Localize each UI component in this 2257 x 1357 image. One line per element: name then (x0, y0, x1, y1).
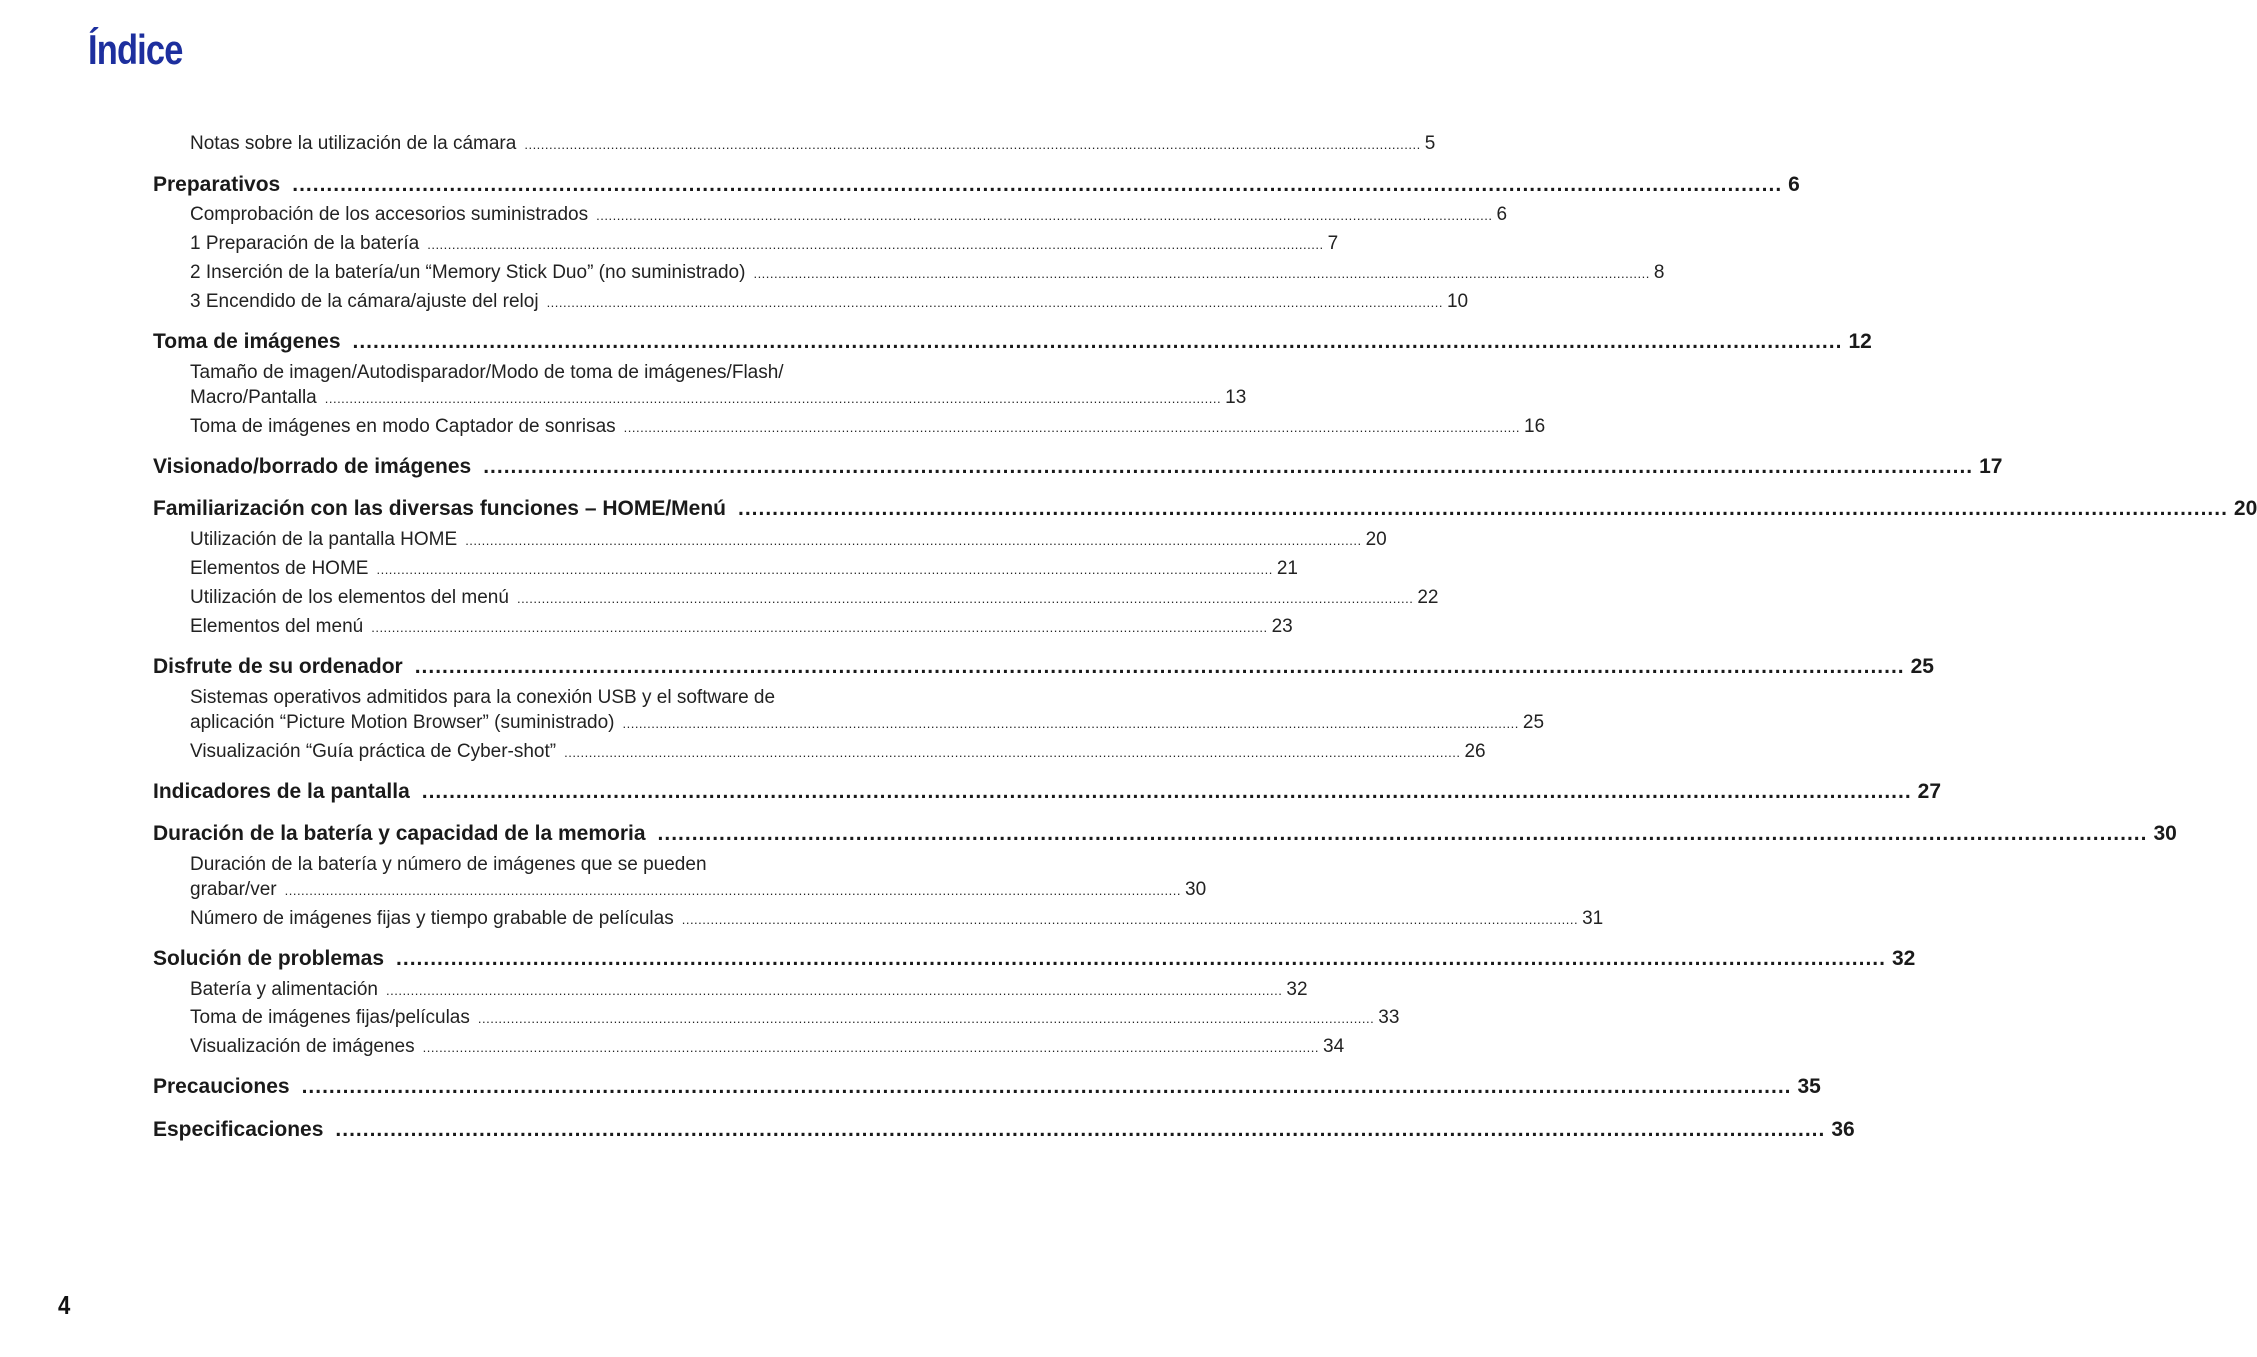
toc-section[interactable] (153, 453, 2003, 481)
toc-entry-text: Toma de imágenes fijas/películas (190, 1007, 470, 1028)
toc-entry-text: 1 Preparación de la batería (190, 233, 420, 254)
dot-leader: .......................................................................................................................................................................................................................... (386, 983, 1283, 998)
toc-section[interactable] (153, 171, 1800, 199)
dot-leader: .......................................................................................................................................................................................................................... (738, 497, 2228, 520)
toc-page-number: 22 (1417, 587, 1439, 608)
dot-leader: .......................................................................................................................................................................................................................... (483, 455, 1974, 478)
dot-leader: .......................................................................................................................................................................................................................... (753, 266, 1650, 281)
dot-leader: .......................................................................................................................................................................................................................... (622, 716, 1519, 731)
toc-section[interactable] (153, 1073, 1821, 1101)
toc-subentry[interactable] (190, 131, 1436, 157)
dot-leader: .......................................................................................................................................................................................................................... (324, 391, 1222, 406)
dot-leader: .......................................................................................................................................................................................................................... (596, 208, 1493, 223)
toc-subentry-line[interactable]: Tamaño de imagen/Autodisparador/Modo de toma de imágenes/Flash/ (190, 362, 784, 383)
dot-leader: .......................................................................................................................................................................................................................... (422, 1040, 1320, 1055)
toc-subentry[interactable] (190, 385, 1247, 411)
toc-subentry[interactable] (190, 202, 1508, 228)
toc-section-title: Toma de imágenes (153, 330, 341, 353)
toc-page-number: 32 (1286, 979, 1308, 1000)
toc-subentry[interactable] (190, 977, 1308, 1003)
toc-entry-text: Macro/Pantalla (190, 387, 317, 408)
toc-page-number: 13 (1225, 387, 1247, 408)
toc-page-number: 16 (1524, 416, 1546, 437)
dot-leader: .......................................................................................................................................................................................................................... (524, 137, 1421, 152)
toc-page-number: 20 (2233, 497, 2257, 520)
toc-subentry[interactable] (190, 710, 1545, 736)
toc-section[interactable] (153, 653, 1934, 681)
toc-page-number: 8 (1653, 262, 1665, 283)
toc-page-number: 5 (1424, 133, 1436, 154)
toc-subentry[interactable] (190, 556, 1298, 582)
toc-page-number: 33 (1378, 1007, 1400, 1028)
toc-entry-text: Número de imágenes fijas y tiempo grabable de películas (190, 908, 674, 929)
toc-page-number: 23 (1271, 616, 1293, 637)
toc-section[interactable] (153, 778, 1942, 806)
dot-leader: .......................................................................................................................................................................................................................... (564, 745, 1461, 760)
toc-page-number: 31 (1582, 908, 1604, 929)
toc-subentry[interactable] (190, 906, 1604, 932)
toc-page-number: 12 (1848, 330, 1872, 353)
toc-section-title: Visionado/borrado de imágenes (153, 455, 472, 478)
toc-page-number: 25 (1910, 655, 1934, 678)
toc-section-title: Indicadores de la pantalla (153, 780, 410, 803)
toc-entry-text: 2 Inserción de la batería/un “Memory Stick Duo” (no suministrado) (190, 262, 746, 283)
dot-leader: .......................................................................................................................................................................................................................... (414, 655, 1905, 678)
toc-entry-text: Notas sobre la utilización de la cámara (190, 133, 517, 154)
toc-subentry[interactable] (190, 1005, 1400, 1031)
toc-section[interactable] (153, 820, 2177, 848)
dot-leader: .......................................................................................................................................................................................................................... (681, 912, 1579, 927)
dot-leader: .......................................................................................................................................................................................................................... (427, 237, 1324, 252)
toc-section-title: Duración de la batería y capacidad de la memoria (153, 822, 646, 845)
toc-subentry[interactable] (190, 260, 1665, 286)
toc-entry-text: Utilización de la pantalla HOME (190, 529, 458, 550)
toc-entry-text: grabar/ver (190, 879, 277, 900)
toc-page-number: 21 (1276, 558, 1298, 579)
toc-subentry[interactable] (190, 231, 1339, 257)
toc-subentry-line[interactable]: Sistemas operativos admitidos para la conexión USB y el software de (190, 687, 776, 708)
toc-section-title: Especificaciones (153, 1118, 324, 1141)
dot-leader: .......................................................................................................................................................................................................................... (516, 591, 1414, 606)
dot-leader: .......................................................................................................................................................................................................................... (623, 420, 1521, 435)
toc-subentry[interactable] (190, 614, 1293, 640)
toc-subentry[interactable] (190, 414, 1546, 440)
toc-page-number: 20 (1365, 529, 1387, 550)
toc-page-number: 34 (1323, 1036, 1345, 1057)
toc-page-number: 36 (1831, 1118, 1855, 1141)
toc-subentry[interactable] (190, 585, 1439, 611)
page-title: Índice (88, 26, 183, 73)
toc-page-number: 27 (1917, 780, 1942, 803)
page-number: 4 (58, 1290, 71, 1320)
toc-section[interactable] (153, 495, 2257, 523)
toc-page-number: 30 (1185, 879, 1207, 900)
toc-section-title: Disfrute de su ordenador (153, 655, 403, 678)
dot-leader: .......................................................................................................................................................................................................................... (421, 780, 1912, 803)
toc-entry-text: Visualización “Guía práctica de Cyber-shot” (190, 741, 557, 762)
toc-page-number: 32 (1891, 947, 1916, 970)
dot-leader: .......................................................................................................................................................................................................................... (352, 330, 1843, 353)
toc-page-number: 6 (1496, 204, 1508, 225)
toc-section-title: Familiarización con las diversas funciones – HOME/Menú (153, 497, 726, 520)
dot-leader: .......................................................................................................................................................................................................................... (371, 620, 1268, 635)
toc-page-number: 17 (1979, 455, 2003, 478)
toc-entry-text: Batería y alimentación (190, 979, 378, 1000)
toc-section-title: Precauciones (153, 1075, 290, 1098)
toc-page-number: 10 (1446, 291, 1469, 312)
toc-page-number: 25 (1522, 712, 1545, 733)
dot-leader: .......................................................................................................................................................................................................................... (546, 295, 1443, 310)
dot-leader: .......................................................................................................................................................................................................................... (657, 822, 2148, 845)
dot-leader: .......................................................................................................................................................................................................................... (335, 1118, 1826, 1141)
toc-subentry[interactable] (190, 739, 1486, 765)
toc-section[interactable] (153, 945, 1916, 973)
toc-section[interactable] (153, 328, 1872, 356)
toc-page-number: 35 (1797, 1075, 1821, 1098)
toc-section-title: Preparativos (153, 173, 281, 196)
toc-entry-text: aplicación “Picture Motion Browser” (suministrado) (190, 712, 615, 733)
toc-page-number: 26 (1464, 741, 1486, 762)
toc-entry-text: Visualización de imágenes (190, 1036, 415, 1057)
toc-page-number: 6 (1788, 173, 1800, 196)
toc-entry-text: Utilización de los elementos del menú (190, 587, 509, 608)
toc-section[interactable] (153, 1116, 1855, 1144)
toc-subentry[interactable] (190, 1034, 1345, 1060)
toc-page-number: 7 (1327, 233, 1339, 254)
dot-leader: .......................................................................................................................................................................................................................... (477, 1011, 1375, 1026)
toc-subentry-line[interactable]: Duración de la batería y número de imágenes que se pueden (190, 854, 707, 875)
toc-section-title: Solución de problemas (153, 947, 385, 970)
toc-entry-text: Comprobación de los accesorios suministrados (190, 204, 589, 225)
dot-leader: .......................................................................................................................................................................................................................... (376, 562, 1273, 577)
dot-leader: .......................................................................................................................................................................................................................... (396, 947, 1886, 970)
dot-leader: .......................................................................................................................................................................................................................... (284, 883, 1181, 898)
toc-subentry[interactable] (190, 527, 1387, 553)
toc-entry-text: Elementos de HOME (190, 558, 369, 579)
toc-page-number: 30 (2153, 822, 2177, 845)
toc-subentry[interactable] (190, 877, 1207, 903)
dot-leader: .......................................................................................................................................................................................................................... (301, 1075, 1792, 1098)
dot-leader: .......................................................................................................................................................................................................................... (465, 533, 1362, 548)
toc-subentry[interactable] (190, 289, 1469, 315)
toc-entry-text: Toma de imágenes en modo Captador de sonrisas (190, 416, 616, 437)
toc-entry-text: 3 Encendido de la cámara/ajuste del reloj (190, 291, 539, 312)
dot-leader: .......................................................................................................................................................................................................................... (292, 173, 1783, 196)
toc-entry-text: Elementos del menú (190, 616, 364, 637)
